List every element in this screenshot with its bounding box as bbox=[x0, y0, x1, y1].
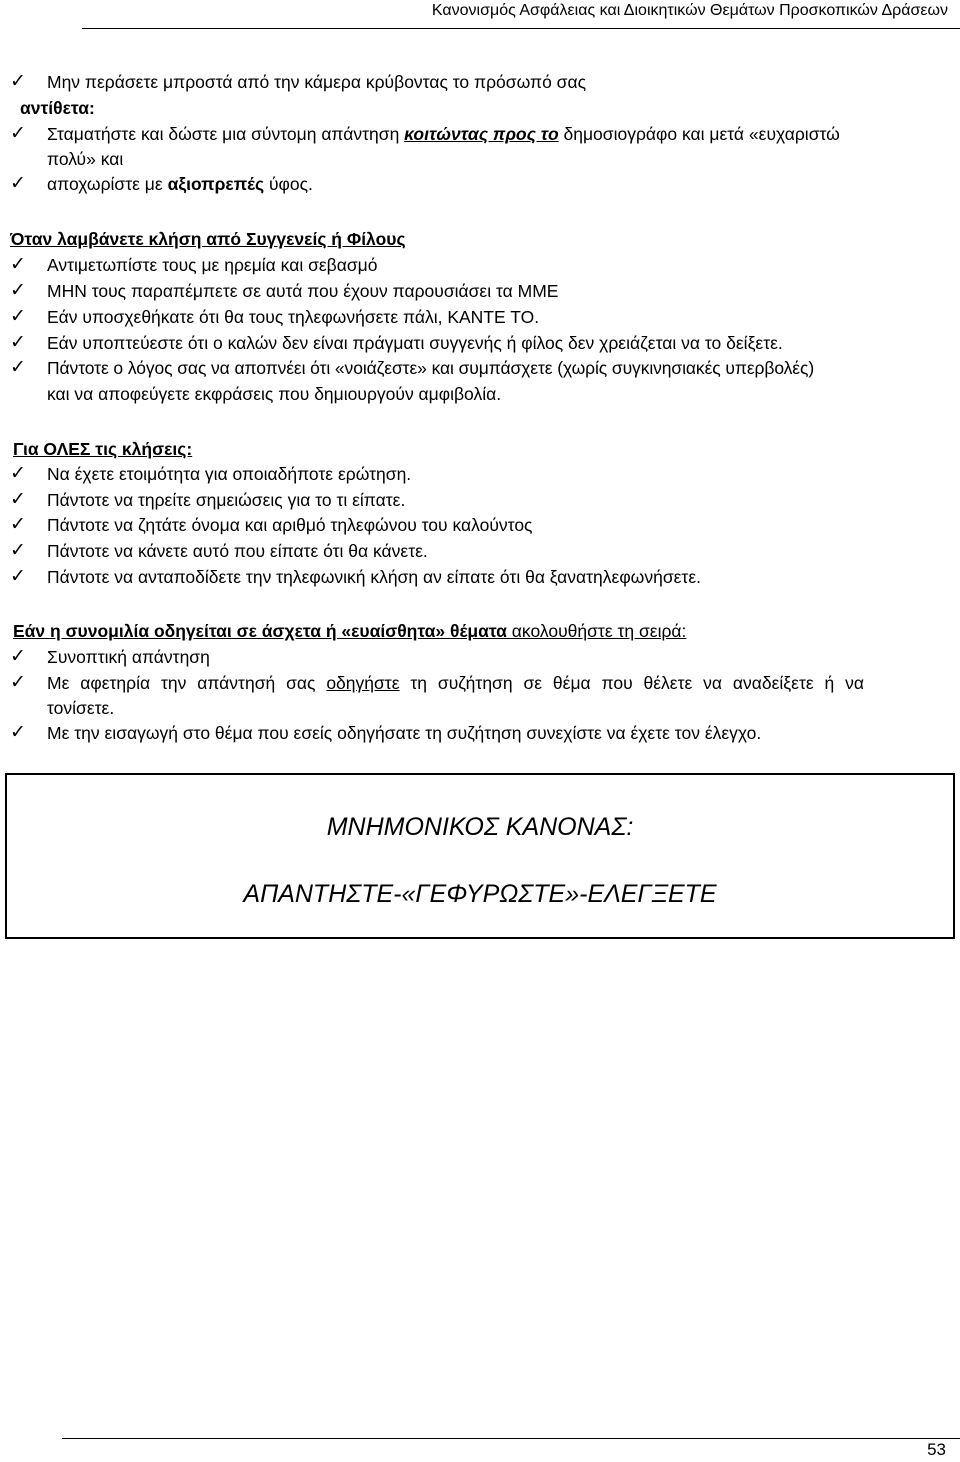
relatives-item: Αντιμετωπίστε τους με ηρεμία και σεβασμό bbox=[47, 255, 378, 275]
check-icon: ✓ bbox=[10, 646, 26, 667]
heading-rest: ακολουθήστε τη σειρά: bbox=[506, 621, 687, 641]
check-icon: ✓ bbox=[10, 280, 26, 301]
all-calls-item: Πάντοτε να κάνετε αυτό που είπατε ότι θα κάνετε. bbox=[47, 541, 428, 561]
instruction-stop bbox=[47, 122, 840, 146]
unrelated-item bbox=[47, 671, 947, 695]
relatives-item: ΜΗΝ τους παραπέμπετε σε αυτά που έχουν παρουσιάσει τα ΜΜΕ bbox=[47, 281, 559, 301]
check-icon: ✓ bbox=[10, 540, 26, 561]
instruction-stop-cont: πολύ» και bbox=[47, 149, 124, 169]
mnemonic-rule: ΑΠΑΝΤΗΣΤΕ-«ΓΕΦΥΡΩΣΤΕ»-ΕΛΕΓΞΕΤΕ bbox=[243, 880, 717, 908]
heading-bold: Εάν η συνομιλία οδηγείται σε άσχετα ή «ευαίσθητα» θέματα bbox=[13, 621, 507, 641]
relatives-item: Εάν υποπτεύεστε ότι ο καλών δεν είναι πράγματι συγγενής ή φίλος δεν χρειάζεται να το δείξετε. bbox=[47, 333, 783, 353]
relatives-item-cont: και να αποφεύγετε εκφράσεις που δημιουργούν αμφιβολία. bbox=[47, 384, 502, 404]
check-icon: ✓ bbox=[10, 514, 26, 535]
text-part: ύφος. bbox=[264, 174, 313, 194]
all-calls-item: Πάντοτε να τηρείτε σημειώσεις για το τι είπατε. bbox=[47, 490, 406, 510]
running-header: Κανονισμός Ασφάλειας και Διοικητικών Θεμάτων Προσκοπικών Δράσεων bbox=[431, 2, 948, 19]
text-part: αποχωρίστε με bbox=[47, 174, 168, 194]
emphasis-looking: κοιτώντας προς το bbox=[404, 124, 559, 144]
mnemonic-rule-box bbox=[5, 773, 955, 939]
check-icon: ✓ bbox=[10, 332, 26, 353]
instruction-leave bbox=[47, 172, 313, 196]
relatives-item: Πάντοτε ο λόγος σας να αποπνέει ότι «νοιάζεστε» και συμπάσχετε (χωρίς συγκινησιακές υπερβολές) bbox=[47, 358, 815, 378]
footer-rule bbox=[62, 1438, 960, 1439]
antithesis-label: αντίθετα: bbox=[20, 98, 95, 118]
all-calls-item: Να έχετε ετοιμότητα για οποιαδήποτε ερώτηση. bbox=[47, 464, 412, 484]
unrelated-item-cont: τονίσετε. bbox=[47, 698, 115, 718]
unrelated-item: Συνοπτική απάντηση bbox=[47, 647, 210, 667]
all-calls-item: Πάντοτε να ανταποδίδετε την τηλεφωνική κλήση αν είπατε ότι θα ξανατηλεφωνήσετε. bbox=[47, 567, 702, 587]
check-icon: ✓ bbox=[10, 173, 26, 194]
check-icon: ✓ bbox=[10, 254, 26, 275]
all-calls-item: Πάντοτε να ζητάτε όνομα και αριθμό τηλεφώνου του καλούντος bbox=[47, 515, 533, 535]
all-calls-heading: Για ΟΛΕΣ τις κλήσεις: bbox=[13, 439, 193, 459]
check-icon: ✓ bbox=[10, 306, 26, 327]
check-icon: ✓ bbox=[10, 357, 26, 378]
relatives-item: Εάν υποσχεθήκατε ότι θα τους τηλεφωνήσετε πάλι, ΚΑΝΤΕ ΤΟ. bbox=[47, 307, 540, 327]
mnemonic-title: ΜΝΗΜΟΝΙΚΟΣ ΚΑΝΟΝΑΣ: bbox=[326, 813, 634, 841]
unrelated-item: Με την εισαγωγή στο θέμα που εσείς οδηγήσατε τη συζήτηση συνεχίστε να έχετε τον έλεγχο. bbox=[47, 723, 762, 743]
instruction-camera: Μην περάσετε μπροστά από την κάμερα κρύβοντας το πρόσωπό σας bbox=[47, 72, 587, 92]
check-icon: ✓ bbox=[10, 672, 26, 693]
unrelated-heading bbox=[13, 619, 686, 643]
check-icon: ✓ bbox=[10, 566, 26, 587]
check-icon: ✓ bbox=[10, 489, 26, 510]
emphasis-dignified: αξιοπρεπές bbox=[167, 174, 265, 194]
header-rule bbox=[82, 28, 960, 29]
text-part: Με αφετηρία την απάντησή σας bbox=[47, 673, 327, 693]
text-part: δημοσιογράφο και μετά «ευχαριστώ bbox=[558, 124, 840, 144]
check-icon: ✓ bbox=[10, 123, 26, 144]
text-part: Σταματήστε και δώστε μια σύντομη απάντηση bbox=[47, 124, 405, 144]
check-icon: ✓ bbox=[10, 71, 26, 92]
relatives-heading: Όταν λαμβάνετε κλήση από Συγγενείς ή Φίλους bbox=[10, 229, 406, 249]
page-number: 53 bbox=[927, 1440, 946, 1459]
check-icon: ✓ bbox=[10, 722, 26, 743]
emphasis-guide: οδηγήστε bbox=[326, 673, 400, 693]
check-icon: ✓ bbox=[10, 463, 26, 484]
text-part: τη συζήτηση σε θέμα που θέλετε να αναδείξετε ή να bbox=[399, 673, 864, 693]
